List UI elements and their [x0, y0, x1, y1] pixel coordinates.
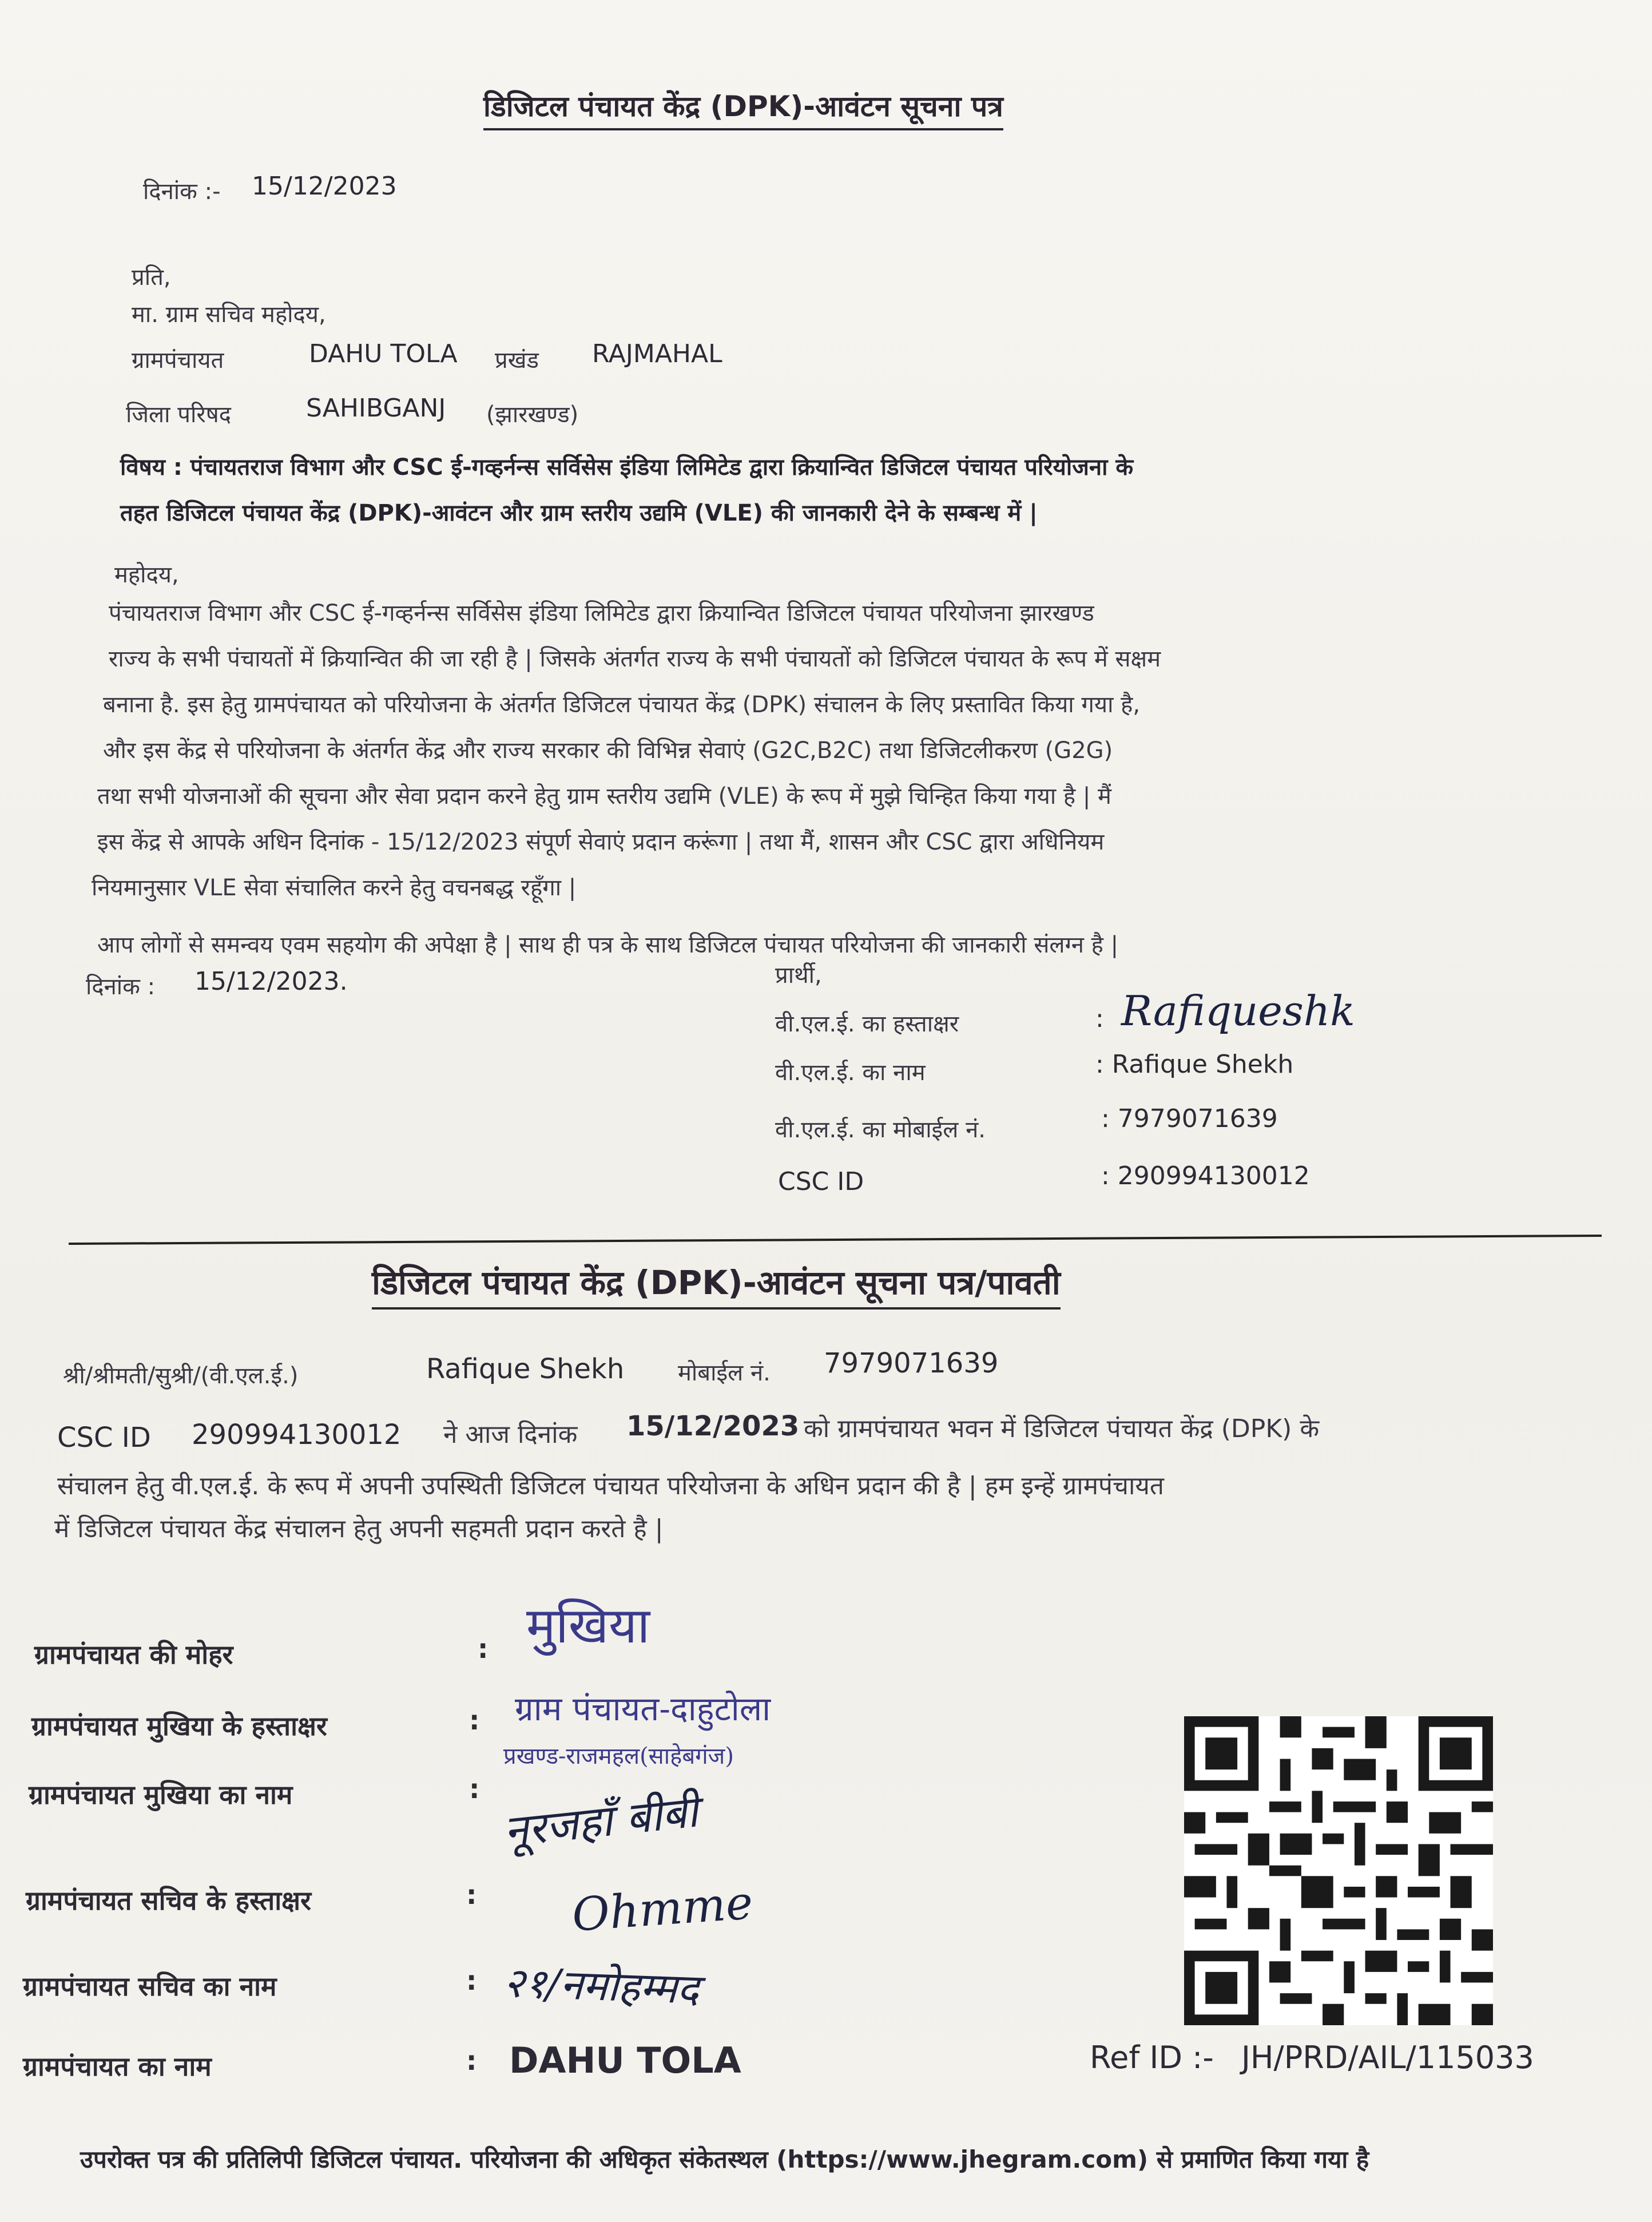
- vle-sign-sep: :: [1095, 1004, 1104, 1033]
- secretary-name-sep: :: [466, 1965, 477, 1996]
- body-line-7: नियमानुसार VLE सेवा संचालित करने हेतु वचनबद्ध रहूँगा |: [92, 875, 577, 901]
- receipt-line-2: संचालन हेतु वी.एल.ई. के रूप में अपनी उपस्थिती डिजिटल पंचायत परियोजना के अधिन प्रदान की है | हम इन्हें ग्रामपंचायत: [57, 1471, 1164, 1501]
- body-line-5: तथा सभी योजनाओं की सूचना और सेवा प्रदान करने हेतु ग्राम स्तरीय उद्यमि (VLE) के रूप में मुझे चिन्हित किया गया है | मैं: [97, 783, 1111, 810]
- gp-name-label: ग्रामपंचायत का नाम: [23, 2051, 212, 2082]
- vle-name-label: वी.एल.ई. का नाम: [775, 1060, 926, 1086]
- receipt-csc-label: CSC ID: [57, 1422, 151, 1454]
- secretary-sign-label: ग्रामपंचायत सचिव के हस्ताक्षर: [26, 1885, 311, 1916]
- body-line-3: बनाना है. इस हेतु ग्रामपंचायत को परियोजना के अंतर्गत डिजिटल पंचायत केंद्र (DPK) संचालन के लिए प्रस्तावित किया गया है,: [103, 692, 1141, 718]
- section-divider: [69, 1235, 1602, 1245]
- gp-label: ग्रामपंचायत: [132, 347, 224, 374]
- page-title: डिजिटल पंचायत केंद्र (DPK)-आवंटन सूचना पत्र: [483, 86, 1003, 130]
- body-line-1: पंचायतराज विभाग और CSC ई-गव्हर्नन्स सर्विसेस इंडिया लिमिटेड द्वारा क्रियान्वित डिजिटल पंचायत परियोजना झारखण्ड: [109, 600, 1094, 626]
- receipt-name-prefix: श्री/श्रीमती/सुश्री/(वी.एल.ई.): [63, 1363, 299, 1389]
- secretary-sign-sep: :: [466, 1879, 477, 1910]
- receipt-mobile-value: 7979071639: [824, 1347, 999, 1379]
- gp-seal-label: ग्रामपंचायत की मोहर: [34, 1639, 233, 1670]
- gp-value: DAHU TOLA: [309, 339, 458, 368]
- mukhiya-name-sep: :: [469, 1773, 480, 1804]
- mukhiya-name-label: ग्रामपंचायत मुखिया का नाम: [29, 1779, 293, 1810]
- prarthi-text: प्रार्थी,: [775, 962, 822, 989]
- block-label: प्रखंड: [495, 347, 539, 374]
- secretary-signature: Ohmme: [570, 1876, 755, 1942]
- vle-signature: Rafiqueshk: [1121, 987, 1355, 1035]
- footer-note: उपरोक्त पत्र की प्रतिलिपी डिजिटल पंचायत. परियोजना की अधिकृत संकेतस्थल (https://www.jhegram.com) से प्रमाणित किया गया है: [80, 2145, 1369, 2173]
- receipt-line-3: में डिजिटल पंचायत केंद्र संचालन हेतु अपनी सहमती प्रदान करते है |: [54, 1514, 664, 1544]
- body-line-4: और इस केंद्र से परियोजना के अंतर्गत केंद्र और राज्य सरकार की विभिन्न सेवाएं (G2C,B2C) तथा डिजिटलीकरण (G2G): [103, 737, 1113, 764]
- csc-id-label: CSC ID: [778, 1167, 864, 1196]
- prati-text: प्रति,: [132, 264, 171, 291]
- block-value: RAJMAHAL: [592, 339, 722, 368]
- receipt-title: डिजिटल पंचायत केंद्र (DPK)-आवंटन सूचना पत्र/पावती: [372, 1259, 1061, 1310]
- receipt-mobile-label: मोबाईल नं.: [678, 1360, 771, 1386]
- applicant-date-value: 15/12/2023.: [194, 967, 348, 996]
- state-value: (झारखण्ड): [486, 402, 579, 428]
- body-line-8: आप लोगों से समन्वय एवम सहयोग की अपेक्षा है | साथ ही पत्र के साथ डिजिटल पंचायत परियोजना की जानकारी संलग्न है |: [97, 932, 1119, 958]
- salutation-text: मा. ग्राम सचिव महोदय,: [132, 301, 326, 328]
- vle-mobile-label: वी.एल.ई. का मोबाईल नं.: [775, 1117, 986, 1143]
- applicant-date-label: दिनांक :: [86, 974, 156, 1000]
- ref-id-label: Ref ID :-: [1090, 2040, 1214, 2076]
- date-label: दिनांक :-: [143, 178, 221, 205]
- body-line-6: इस केंद्र से आपके अधिन दिनांक - 15/12/2023 संपूर्ण सेवाएं प्रदान करूंगा | तथा मैं, शासन और CSC द्वारा अधिनियम: [97, 829, 1105, 855]
- receipt-line1-end: को ग्रामपंचायत भवन में डिजिटल पंचायत केंद्र (DPK) के: [804, 1414, 1320, 1443]
- ref-id-value: JH/PRD/AIL/115033: [1241, 2040, 1534, 2076]
- mukhiya-sign-label: ग्रामपंचायत मुखिया के हस्ताक्षर: [31, 1711, 327, 1741]
- vle-name-value: : Rafique Shekh: [1095, 1050, 1294, 1079]
- date-value: 15/12/2023: [252, 172, 397, 201]
- subject-line-2: तहत डिजिटल पंचायत केंद्र (DPK)-आवंटन और ग्राम स्तरीय उद्यमि (VLE) की जानकारी देने के सम्बन्ध में |: [120, 500, 1038, 526]
- csc-id-value: : 290994130012: [1101, 1161, 1310, 1191]
- gp-name-value: DAHU TOLA: [509, 2040, 741, 2081]
- district-value: SAHIBGANJ: [306, 394, 446, 423]
- mukhiya-sign-sep: :: [469, 1705, 480, 1736]
- mukhiya-stamp-title: मुखिया: [526, 1597, 650, 1654]
- receipt-vle-name: Rafique Shekh: [426, 1353, 625, 1385]
- qr-code-icon: [1184, 1716, 1493, 2025]
- mukhiya-signature: नूरजहाँ बीबी: [501, 1785, 700, 1857]
- greeting-text: महोदय,: [114, 562, 179, 588]
- gp-name-sep: :: [466, 2045, 477, 2076]
- body-line-2: राज्य के सभी पंचायतों में क्रियान्वित की जा रही है | जिसके अंतर्गत राज्य के सभी पंचायतों को डिजिटल पंचायत के रूप में सक्षम: [109, 646, 1161, 672]
- mukhiya-stamp-block: प्रखण्ड-राजमहल(साहेबगंज): [503, 1743, 734, 1769]
- secretary-name-handwritten: २१/नमोहम्मद: [502, 1958, 700, 2013]
- vle-sign-label: वी.एल.ई. का हस्ताक्षर: [775, 1011, 959, 1037]
- secretary-name-label: ग्रामपंचायत सचिव का नाम: [23, 1971, 277, 2002]
- subject-line-1: विषय : पंचायतराज विभाग और CSC ई-गव्हर्नन्स सर्विसेस इंडिया लिमिटेड द्वारा क्रियान्वित डिजिटल पंचायत परियोजना के: [120, 454, 1134, 481]
- district-label: जिला परिषद: [126, 402, 232, 428]
- gp-seal-sep: :: [478, 1633, 489, 1664]
- receipt-csc-value: 290994130012: [192, 1419, 402, 1451]
- receipt-date: 15/12/2023: [626, 1410, 800, 1442]
- vle-mobile-value: : 7979071639: [1101, 1104, 1278, 1133]
- receipt-line1-rest: ने आज दिनांक: [443, 1420, 578, 1449]
- mukhiya-stamp-gp: ग्राम पंचायत-दाहुटोला: [515, 1689, 771, 1728]
